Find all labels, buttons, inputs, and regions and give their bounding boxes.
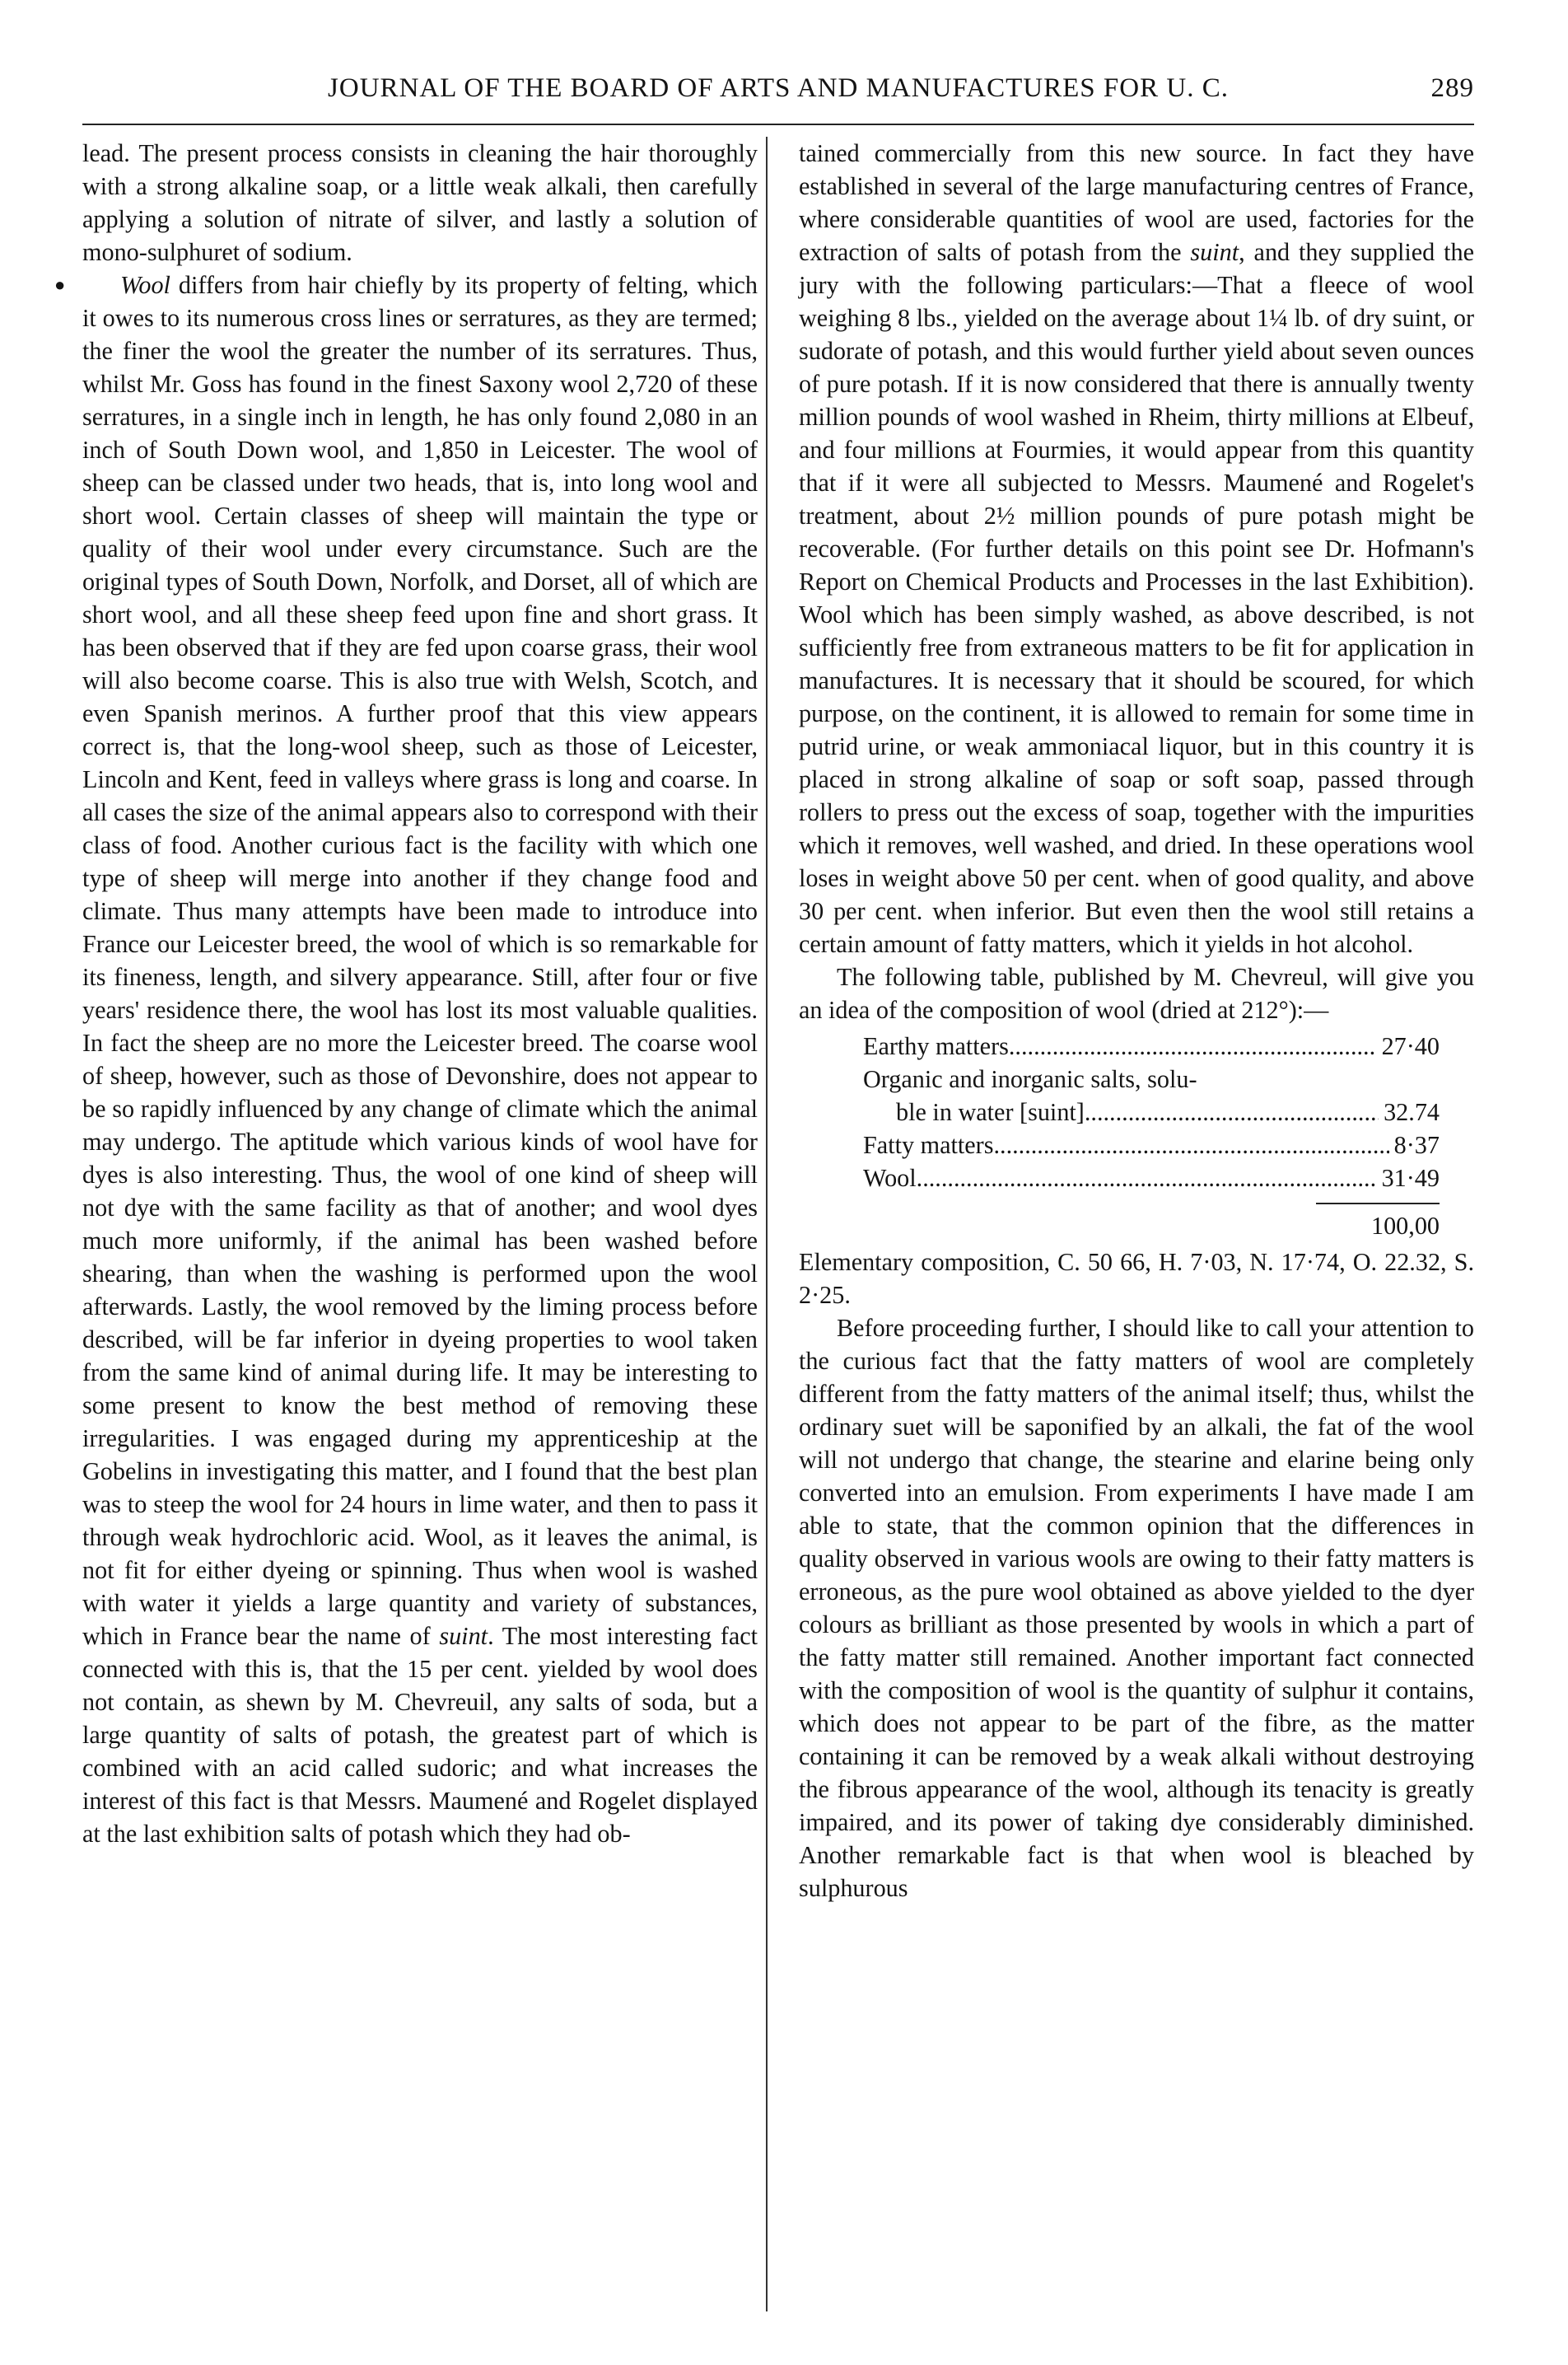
table-label: Earthy matters (863, 1032, 1009, 1060)
table-value: 8·37 (1393, 1131, 1440, 1159)
table-row (863, 1129, 1440, 1161)
page-number: 289 (1430, 72, 1474, 103)
running-header (82, 68, 1474, 109)
paragraph-text: tained commercially from this new source. In fact they have established in several of the large manufacturing centres of France, where considerable quantities of wool are used, factories for the extraction of salts of potash from the (799, 139, 1474, 266)
emphasis-text: suint (439, 1622, 488, 1650)
header-rule (82, 124, 1474, 125)
table-row (863, 1096, 1440, 1129)
emphasis-text: suint (1190, 238, 1239, 266)
table-total: 100,00 (1370, 1212, 1440, 1240)
right-column (799, 137, 1474, 1905)
paragraph: Elementary composition, C. 50 66, H. 7·03, N. 17·74, O. 22.32, S. 2·25. (799, 1248, 1474, 1309)
table-row (863, 1161, 1440, 1194)
total-rule (1316, 1203, 1440, 1204)
column-divider (766, 137, 768, 2311)
paragraph-text: differs from hair chiefly by its property of felting, which it owes to its numerous cross lines or serratures, as they are termed; the finer the wool the greater the number of its serratures. Thus, whilst Mr. Goss has found in the finest Saxony wool 2,720 of these serratures, in a single inch in length, he has only found 2,080 in an inch of South Down wool, and 1,850 in Leicester. The wool of sheep can be classed under two heads, that is, into long wool and short wool. Certain classes of sheep will maintain the type or quality of their wool under every circumstance. Such are the original types of South Down, Norfolk, and Dorset, all of which are short wool, and all these sheep feed upon fine and short grass. It has been observed that if they are fed upon coarse grass, their wool will also become coarse. This is also true with Welsh, Scotch, and even Spanish merinos. A further proof that this view appears correct is, that the long-wool sheep, such as those of Leicester, Lincoln and Kent, feed in valleys where grass is long and coarse. In all cases the size of the animal appears also to correspond with their class of food. Another curious fact is the facility with which one type of sheep will merge into another if they change food and climate. Thus many attempts have been made to introduce into France our Leicester breed, the wool of which is so remarkable for its fineness, length, and silvery appearance. Still, after four or five years' residence there, the wool has lost its most valuable qualities. In fact the sheep are no more the Leicester breed. The coarse wool of sheep, however, such as those of Devonshire, does not appear to be so rapidly influenced by any change of climate which the animal may undergo. The aptitude which various kinds of wool have for dyes is also interesting. Thus, the wool of one kind of sheep will not dye with the same facility as that of another; and wool dyes much more uniformly, if the animal has been washed before shearing, than when the washing is performed upon the wool afterwards. Lastly, the wool removed by the liming process before described, will be far inferior in dyeing properties to wool taken from the same kind of animal during life. It may be interesting to some present to know the best method of removing these irregularities. I was engaged during my apprenticeship at the Gobelins in investigating this matter, and I found that the best plan was to steep the wool for 24 hours in lime water, and then to pass it through weak hydrochloric acid. Wool, as it leaves the animal, is not fit for either dyeing or spinning. Thus when wool is washed with water it yields a large quantity and variety of substances, which in France bear the name of (82, 271, 758, 1650)
paragraph-text: . The most interesting fact connected with this is, that the 15 per cent. yielded by wool does not contain, as shewn by M. Chevreuil, any salts of soda, but a large quantity of salts of potash, the greatest part of which is combined with an acid called sudoric; and what increases the interest of this fact is that Messrs. Maumené and Rogelet displayed at the last exhibition salts of potash which they had ob- (82, 1622, 758, 1848)
emphasis-text: Wool (120, 271, 170, 299)
paragraph (54, 269, 758, 1850)
paragraph (799, 137, 1474, 960)
paragraph: Before proceeding further, I should like to call your attention to the curious fact that the fatty matters of wool are completely different from the fatty matters of the animal itself; thus, whilst the ordinary suet will be saponified by an alkali, the fat of the wool will not undergo that change, the stearine and elarine being only converted into an emulsion. From experiments I have made I am able to state, that the common opinion that the differences in quality observed in various wools are owing to their fatty matters is erroneous, as the pure wool obtained as above yielded to the dyer colours as brilliant as those presented by wools in which a part of the fatty matter still remained. Another important fact connected with the composition of wool is the quantity of sulphur it contains, which does not appear to be part of the fibre, as the matter containing it can be removed by a weak alkali without destroying the fibrous appearance of the wool, although its tenacity is greatly impaired, and its power of taking dye considerably diminished. Another remarkable fact is that when wool is bleached by sulphurous (799, 1314, 1474, 1902)
margin-bullet: ● (54, 274, 66, 295)
paragraph-text: , and they supplied the jury with the following particulars:—That a fleece of wool weighing 8 lbs., yielded on the average about 1¼ lb. of dry suint, or sudorate of potash, and this would further yield about seven ounces of pure potash. If it is now considered that there is annually twenty million pounds of wool washed in Rheim, thirty millions at Elbeuf, and four millions at Fourmies, it would appear from this quantity that if it were all subjected to Messrs. Maumené and Rogelet's treatment, about 2½ million pounds of pure potash might be recoverable. (For further details on this point see Dr. Hofmann's Report on Chemical Products and Processes in the last Exhibition). Wool which has been simply washed, as above described, is not sufficiently free from extraneous matters to be fit for application in manufactures. It is necessary that it should be scoured, for which purpose, on the continent, it is allowed to remain for some time in putrid urine, or weak ammoniacal liquor, but in this country it is placed in strong alkaline of soap or soft soap, passed through rollers to press out the excess of soap, together with the impurities which it removes, well washed, and dried. In these operations wool loses in weight above 50 per cent. when of good quality, and above 30 per cent. when inferior. But even then the wool still retains a certain amount of fatty matters, which it yields in hot alcohol. (799, 238, 1474, 958)
paragraph: The following table, published by M. Chevreul, will give you an idea of the composition of wool (dried at 212°):— (799, 963, 1474, 1024)
paragraph: lead. The present process consists in cleaning the hair thoroughly with a strong alkaline soap, or a little weak alkali, then carefully applying a solution of nitrate of silver, and lastly a solution of mono-sulphuret of sodium. (82, 139, 758, 266)
table-label: Wool (863, 1164, 917, 1192)
table-row (863, 1030, 1440, 1063)
table-value: 32.74 (1384, 1098, 1440, 1126)
left-column (54, 137, 758, 1850)
table-row (863, 1063, 1440, 1096)
composition-table (863, 1030, 1440, 1242)
table-label: Organic and inorganic salts, solu- (863, 1065, 1197, 1093)
table-label: ble in water [suint] (896, 1098, 1085, 1126)
table-value: 31·49 (1381, 1164, 1440, 1192)
table-value: 27·40 (1381, 1032, 1440, 1060)
journal-title: JOURNAL OF THE BOARD OF ARTS AND MANUFACTURES FOR U. C. (328, 72, 1229, 103)
table-label: Fatty matters (863, 1131, 994, 1159)
